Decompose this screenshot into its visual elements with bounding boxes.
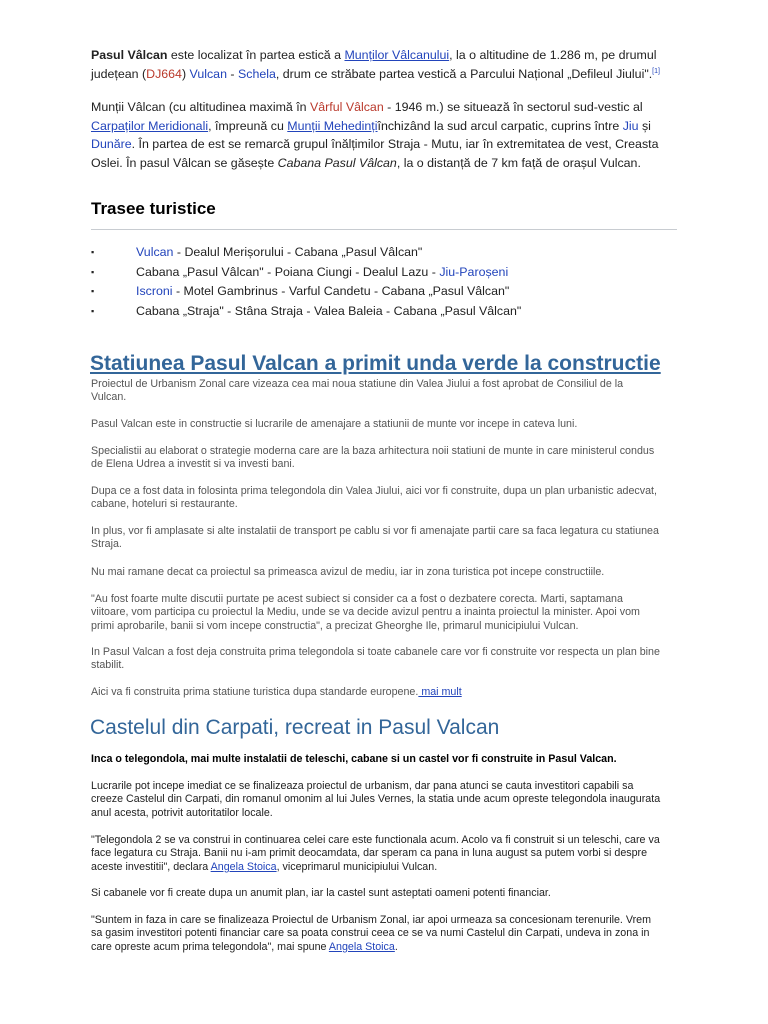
list-item — [91, 282, 521, 302]
text: - Dealul Merișorului - Cabana „Pasul Vâlcan" — [173, 245, 423, 259]
text: Cabana „Straja" - Stâna Straja - Valea Baleia - Cabana „Pasul Vâlcan" — [136, 303, 522, 318]
intro-paragraph-1 — [91, 46, 681, 83]
bullet-icon: ▪ — [91, 247, 95, 257]
text: , la o distanță de 7 km față de orașul Vulcan. — [396, 155, 641, 170]
intro-bold-term: Pasul Vâlcan — [91, 48, 168, 62]
paragraph: In Pasul Valcan a fost deja construita prima telegondola si toate cabanele care vor fi construite vor respecta un plan bine stabilit. — [91, 646, 660, 672]
text: , la o altitudine de 1.286 m, pe drumul județean ( — [91, 48, 657, 81]
text: este localizat în partea estică a — [167, 48, 345, 62]
article-1-paragraph — [91, 485, 661, 512]
list-item — [91, 302, 521, 322]
text: , viceprimarul municipiului Vulcan. — [276, 860, 438, 873]
link-muntii-valcanului[interactable]: Munților Vâlcanului — [344, 48, 450, 62]
reference-link[interactable]: [1] — [652, 67, 660, 75]
article-2-paragraph — [91, 834, 661, 874]
text: "Suntem in faza in care se finalizeaza Proiectul de Urbanism Zonal, iar apoi urmeaza sa concesionam terenurile. Vrem sa gasim investitori potenti financiar care sa poata construi ceea ce se va numi Castelul din Carpati, undeva in zona in care opreste acum prima telegondola", mai spune — [91, 914, 652, 953]
paragraph: Proiectul de Urbanism Zonal care vizeaza cea mai noua statiune din Valea Jiului a fost aprobat de Consiliul de la Vulcan. — [91, 378, 624, 404]
link-schela[interactable]: Schela — [237, 66, 276, 81]
article-1-paragraph — [91, 525, 661, 552]
text: , împreună cu — [208, 118, 288, 133]
text: - — [226, 66, 238, 81]
section-heading-trasee: Trasee turistice — [91, 199, 677, 230]
article-1-paragraph — [91, 593, 661, 633]
paragraph: Pasul Valcan este in constructie si lucrarile de amenajare a statiunii de munte vor incepe in cateva luni. — [91, 418, 578, 430]
bullet-icon: ▪ — [91, 286, 95, 296]
paragraph: Si cabanele vor fi create dupa un anumit plan, iar la castel sunt asteptati oameni potenti financiar. — [91, 887, 551, 899]
text: Munții Vâlcan (cu altitudinea maximă în — [91, 100, 311, 114]
article-1-paragraph — [91, 566, 661, 579]
text: și — [638, 118, 651, 133]
link-angela-stoica[interactable]: Angela Stoica — [210, 860, 277, 873]
article-1-paragraph — [91, 646, 661, 673]
text: , drum ce străbate partea vestică a Parcului Național „Defileul Jiului". — [275, 66, 653, 81]
link-vulcan[interactable]: Vulcan — [136, 245, 174, 259]
lead-paragraph: Inca o telegondola, mai multe instalatii de teleschi, cabane si un castel vor fi construite in Pasul Valcan. — [91, 753, 617, 765]
article-1-paragraph — [91, 378, 661, 405]
article-title-castelul: Castelul din Carpati, recreat in Pasul Valcan — [90, 716, 500, 739]
article-title-statiunea[interactable]: Statiunea Pasul Valcan a primit unda verde la constructie — [90, 352, 661, 375]
article-2-lead — [91, 753, 661, 766]
link-jiu-paroseni[interactable]: Jiu-Paroșeni — [439, 264, 509, 279]
paragraph: "Au fost foarte multe discutii purtate pe acest subiect si consider ca a fost o dezbatere corecta. Marti, saptamana viitoare, vom participa cu proiectul la Mediu, unde se va decide avizul pentru a inainta proiectul la minister. Apoi vom primi aprobarile, banii si vom incepe constructia", a precizat Gheorghe Ile, primarul municipiului Vulcan. — [91, 593, 640, 632]
text: . — [394, 940, 398, 953]
link-vulcan[interactable]: Vulcan — [189, 66, 227, 81]
article-1-paragraph — [91, 445, 661, 472]
text: - Motel Gambrinus - Varful Candetu - Cabana „Pasul Vâlcan" — [172, 284, 510, 298]
intro-paragraph-2 — [91, 98, 681, 172]
article-2-paragraph — [91, 887, 661, 900]
text: - 1946 m.) se situează în sectorul sud-vestic al — [383, 100, 643, 114]
trasee-list — [91, 243, 521, 321]
link-muntii-mehedinti[interactable]: Munții Mehedinți — [287, 118, 378, 133]
link-iscroni[interactable]: Iscroni — [136, 284, 173, 298]
paragraph: In plus, vor fi amplasate si alte instalatii de transport pe cablu si vor fi amenajate partii care sa faca legatura cu statiunea Straja. — [91, 525, 659, 551]
text: Cabana „Pasul Vâlcan" - Poiana Ciungi - Dealul Lazu - — [136, 264, 440, 279]
paragraph: Nu mai ramane decat ca proiectul sa primeasca avizul de mediu, iar in zona turistica pot incepe constructiile. — [91, 566, 605, 578]
bullet-icon: ▪ — [91, 266, 95, 277]
text: . În partea de est se remarcă grupul înălțimilor Straja - Mutu, iar în extremitatea de vest, Creasta Oslei. În pasul Vâlcan se găsește — [91, 137, 659, 170]
text: "Telegondola 2 se va construi in continuarea celei care este functionala acum. Acolo va fi construit si un teleschi, care va face legatura cu Straja. Banii nu i-am primit deocamdata, dar speram ca pana in luna august sa putem vorbi si despre aceste investitii", declara — [91, 834, 660, 873]
bullet-icon: ▪ — [91, 305, 95, 316]
link-dj664[interactable]: DJ664 — [146, 66, 182, 81]
text: închizând la sud arcul carpatic, cuprins între — [377, 118, 623, 133]
article-1-paragraph — [91, 418, 661, 431]
link-carpatii-meridionali[interactable]: Carpaților Meridionali — [91, 118, 209, 133]
article-2-paragraph — [91, 780, 661, 820]
link-dunare[interactable]: Dunăre — [91, 137, 132, 152]
paragraph: Specialistii au elaborat o strategie moderna care are la baza arhitectura noii statiuni de munte in care ministerul condus de Elena Udrea a investit si va investi bani. — [91, 445, 655, 471]
link-varful-valcan[interactable]: Vârful Vâlcan — [310, 100, 384, 114]
paragraph: Dupa ce a fost data in folosinta prima telegondola din Valea Jiului, aici vor fi construite, dupa un plan urbanistic adecvat, cabane, hoteluri si restaurante. — [91, 485, 657, 511]
list-item — [91, 243, 521, 263]
paragraph: Lucrarile pot incepe imediat ce se finalizeaza proiectul de urbanism, dar pana atunci se cauta investitori capabili sa creeze Castelul din Carpati, din romanul omonim al lui Jules Vernes, la statia unde acum opreste telegondola inaugurata anul acesta, potrivit autoritatilor locale. — [91, 780, 661, 819]
list-item — [91, 263, 521, 283]
more-link[interactable]: mai mult — [418, 686, 462, 698]
text: ) — [181, 66, 190, 81]
link-angela-stoica[interactable]: Angela Stoica — [328, 940, 395, 953]
text: Aici va fi construita prima statiune turistica dupa standarde europene. — [91, 686, 419, 698]
article-1-paragraph — [91, 686, 661, 699]
article-2-paragraph — [91, 914, 661, 954]
italic-term: Cabana Pasul Vâlcan — [277, 155, 397, 170]
link-jiu[interactable]: Jiu — [622, 118, 639, 133]
